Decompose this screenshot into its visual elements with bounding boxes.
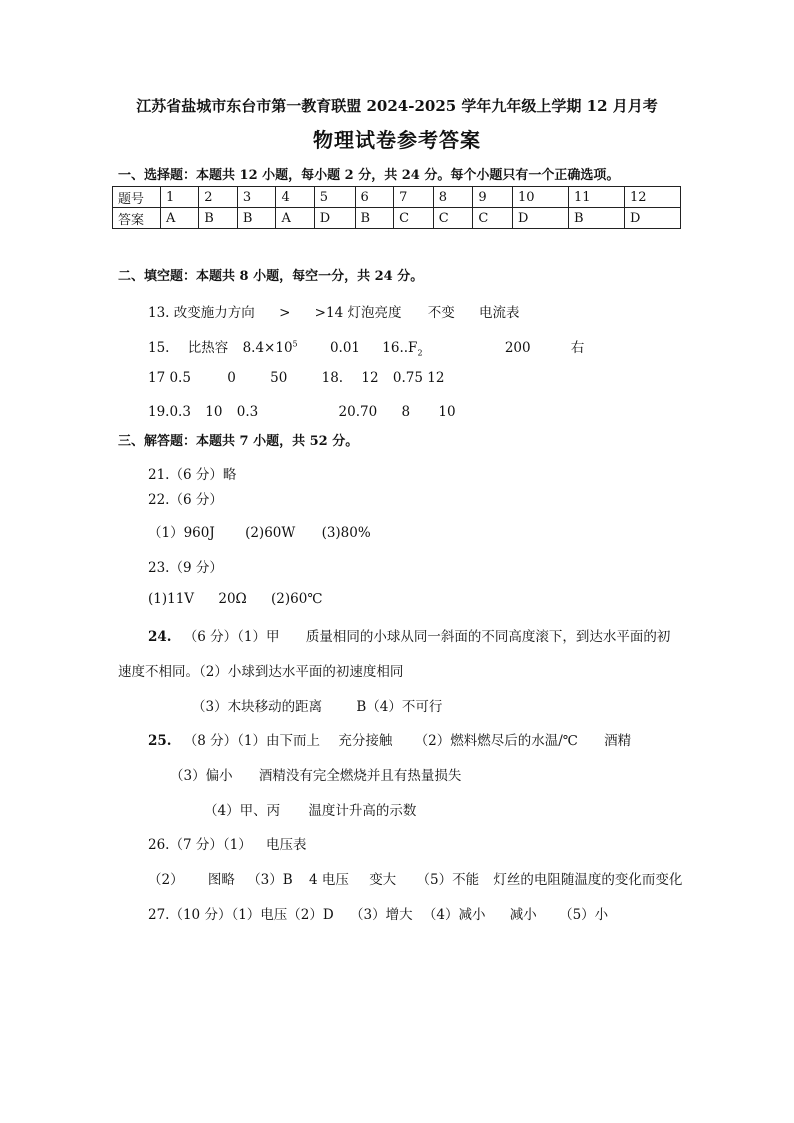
table-cell-number: 11 (568, 187, 624, 208)
table-cell-answer: D (624, 208, 680, 229)
answer-text: 4 电压 (309, 872, 349, 888)
answer-text: 酒精 (604, 733, 632, 749)
answer-table (112, 186, 681, 229)
answer-text: B（4）不可行 (356, 699, 443, 715)
exam-title: 江苏省盐城市东台市第一教育联盟 2024-2025 学年九年级上学期 12 月月考 (136, 97, 658, 115)
answer-line-22: 22.（6 分） (148, 492, 223, 508)
answer-text: （2）燃料燃尽后的水温/℃ (414, 733, 578, 749)
answer-text: (3)80% (321, 525, 371, 541)
answer-text: 15. (148, 340, 170, 356)
answer-line-25-part3 (170, 764, 461, 784)
answer-text: (2)60℃ (271, 591, 323, 607)
table-cell-answer: D (314, 208, 355, 229)
answer-line-27 (148, 903, 608, 923)
answer-text: 0.3 (236, 404, 259, 420)
table-cell-number: 8 (433, 187, 473, 208)
answer-text: 27.（10 分）（1）电压（2）D (148, 907, 334, 923)
answer-text: 变大 (369, 872, 397, 888)
answer-text: 18. (321, 370, 344, 386)
answer-text: 10 (438, 404, 456, 420)
answer-line-23-parts (148, 591, 322, 607)
answer-text: 不变 (427, 305, 455, 321)
table-cell-label: 答案 (113, 208, 161, 229)
table-cell-number: 2 (199, 187, 238, 208)
answer-text: 20.70 (338, 404, 378, 420)
answer-text: 8 (401, 404, 411, 420)
answer-text: （2） (148, 872, 184, 888)
table-cell-answer: C (433, 208, 473, 229)
answer-text: （4）减小 (422, 907, 486, 923)
answer-text: （5）小 (559, 907, 609, 923)
answer-text: 13. 改变施力方向 (148, 305, 255, 321)
answer-line-25-part4 (204, 799, 416, 819)
answer-text: 右 (570, 340, 585, 356)
answer-line-24-parts (192, 695, 442, 715)
table-cell-label: 题号 (113, 187, 161, 208)
answer-text: 50 (270, 370, 288, 386)
answer-text: 17 0.5 (148, 370, 191, 386)
table-row-numbers (113, 187, 681, 208)
exponent: 5 (292, 339, 298, 349)
answer-line-23: 23.（9 分） (148, 560, 223, 576)
answer-text: 减小 (509, 907, 537, 923)
answer-text: （3）偏小 (170, 768, 233, 784)
answer-line-19 (148, 404, 456, 420)
table-cell-answer: A (161, 208, 199, 229)
answer-text: 0.75 12 (392, 370, 445, 386)
table-cell-number: 1 (161, 187, 199, 208)
table-cell-number: 3 (237, 187, 276, 208)
answer-text: 灯丝的电阻随温度的变化而变化 (493, 872, 683, 888)
table-row-answers (113, 208, 681, 229)
table-cell-answer: B (237, 208, 276, 229)
answer-line-24 (148, 625, 670, 645)
answer-text: >14 灯泡亮度 (314, 305, 402, 321)
answer-text: 20Ω (218, 591, 247, 607)
answer-text: 电压表 (266, 837, 307, 853)
answer-text: 0 (227, 370, 236, 386)
answer-text: 8.4×10 (242, 340, 293, 356)
answer-text: （3）木块移动的距离 (192, 699, 323, 715)
table-cell-answer: B (355, 208, 394, 229)
answer-text: 充分接触 (338, 733, 393, 749)
answer-text: 图略 (207, 872, 235, 888)
answer-text: 比热容 (187, 340, 229, 356)
table-cell-number: 12 (624, 187, 680, 208)
answer-text: 电流表 (479, 305, 520, 321)
table-cell-answer: A (276, 208, 314, 229)
section-1-heading: 一、选择题：本题共 12 小题，每小题 2 分，共 24 分。每个小题只有一个正确选项。 (118, 168, 620, 183)
answer-text: 10 (205, 404, 223, 420)
table-cell-number: 7 (394, 187, 434, 208)
answer-text: （3）B (247, 872, 293, 888)
answer-text: （5）不能 (416, 872, 480, 888)
table-cell-answer: B (199, 208, 238, 229)
answer-text: 26.（7 分）（1） (148, 837, 252, 853)
table-cell-answer: C (394, 208, 434, 229)
answer-text: （1）960J (148, 525, 215, 541)
answer-text: （3）增大 (350, 907, 413, 923)
answer-key-title: 物理试卷参考答案 (313, 128, 481, 152)
table-cell-answer: B (568, 208, 624, 229)
answer-text: 200 (504, 340, 531, 356)
answer-text: 19.0.3 (148, 404, 191, 420)
table-cell-answer: D (512, 208, 568, 229)
answer-text: (2)60W (245, 525, 296, 541)
table-cell-number: 9 (473, 187, 513, 208)
table-cell-answer: C (473, 208, 513, 229)
answer-text: 质量相同的小球从同一斜面的不同高度滚下，到达水平面的初 (305, 629, 671, 645)
answer-text: （6 分）（1）甲 (183, 629, 280, 645)
answer-line-13 (148, 301, 520, 321)
answer-line-22-parts (148, 521, 371, 541)
table-cell-number: 5 (314, 187, 355, 208)
section-2-heading: 二、填空题：本题共 8 小题，每空一分，共 24 分。 (118, 269, 424, 284)
table-cell-number: 6 (355, 187, 394, 208)
answer-line-17 (148, 370, 444, 386)
answer-text: （4）甲、丙 (204, 803, 281, 819)
answer-text: （8 分）（1）由下而上 (183, 733, 321, 749)
answer-line-24-cont: 速度不相同。（2）小球到达水平面的初速度相同 (118, 664, 404, 680)
answer-text: 酒精没有完全燃烧并且有热量损失 (258, 768, 462, 784)
question-number: 25. (148, 733, 172, 749)
answer-text: 温度计升高的示数 (308, 803, 417, 819)
answer-line-25 (148, 729, 631, 749)
answer-line-21: 21.（6 分）略 (148, 467, 237, 483)
answer-text: > (279, 305, 291, 321)
table-cell-number: 10 (512, 187, 568, 208)
answer-text: (1)11V (148, 591, 195, 607)
answer-text: 0.01 (329, 340, 360, 356)
answer-text: 12 (361, 370, 379, 386)
answer-line-26 (148, 833, 307, 853)
subscript: 2 (417, 348, 423, 358)
answer-line-26-parts (148, 868, 682, 888)
table-cell-number: 4 (276, 187, 314, 208)
answer-line-15 (148, 336, 584, 358)
answer-text: 16..F (382, 340, 418, 356)
section-3-heading: 三、解答题：本题共 7 小题，共 52 分。 (118, 434, 359, 449)
question-number: 24. (148, 629, 172, 645)
